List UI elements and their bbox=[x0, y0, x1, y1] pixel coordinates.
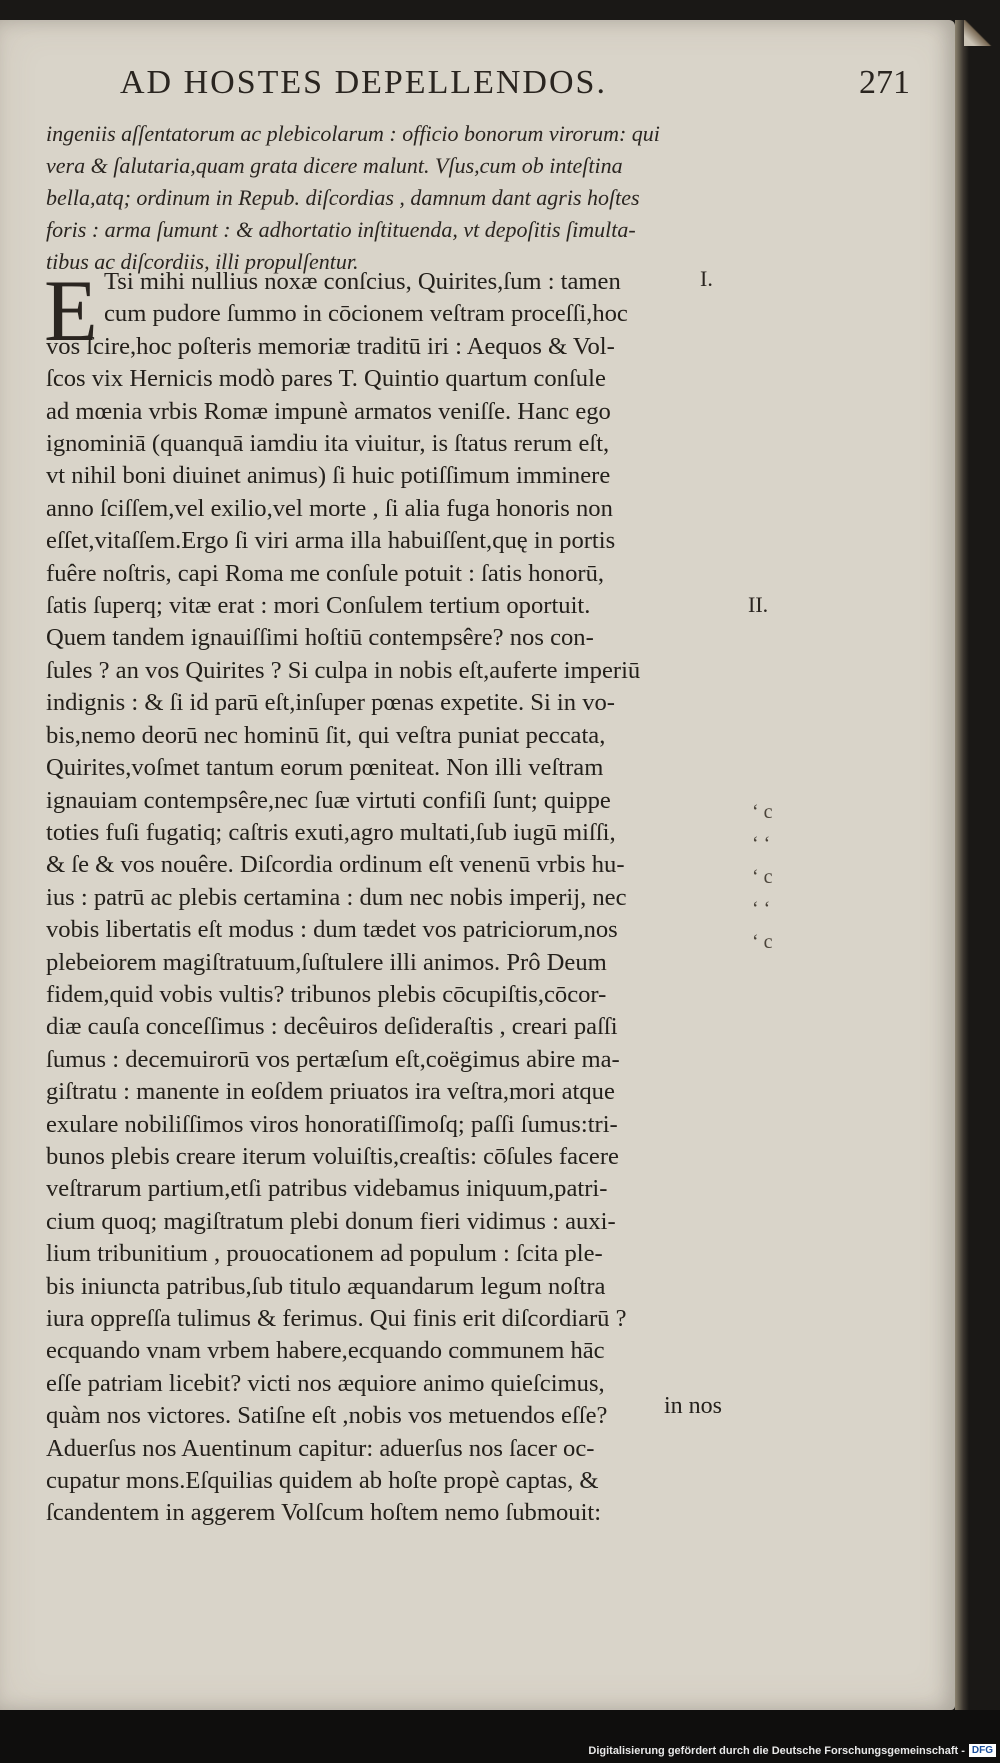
margin-note-2: II. bbox=[748, 592, 769, 617]
body-line: indignis : & ſi id parū eſt,inſuper pœnas expetite. Si in vo- bbox=[46, 689, 615, 717]
body-line: ecquando vnam vrbem habere,ecquando communem hāc bbox=[46, 1337, 605, 1365]
body-line: cium quoq; magiſtratum plebi donum fieri vidimus : auxi- bbox=[46, 1207, 616, 1235]
quote-marks bbox=[752, 796, 792, 958]
body-line: bunos plebis creare iterum voluiſtis,creaſtis: cōſules facere bbox=[46, 1142, 619, 1170]
body-line: eſſe patriam licebit? victi nos æquiore animo quieſcimus, bbox=[46, 1369, 605, 1397]
body-line: ſules ? an vos Quirites ? Si culpa in nobis eſt,auferte imperiū bbox=[46, 656, 641, 684]
body-line: exulare nobiliſſimos viros honoratiſſimoſq; paſſi ſumus:tri- bbox=[46, 1110, 618, 1138]
body-line: cum pudore ſummo in cōcionem veſtram proceſſi,hoc bbox=[104, 300, 628, 328]
body-line: vos ſcire,hoc poſteris memoriæ traditū iri : Aequos & Vol- bbox=[46, 332, 615, 360]
body-line: diæ cauſa conceſſimus : decêuiros deſideraſtis , creari paſſi bbox=[46, 1013, 618, 1041]
body-line: bis iniuncta patribus,ſub titulo æquandarum legum noſtra bbox=[46, 1272, 606, 1300]
body-line: ſcandentem in aggerem Volſcum hoſtem nemo ſubmouit: bbox=[46, 1499, 602, 1527]
summary-line: bella,atq; ordinum in Repub. diſcordias , damnum dant agris hoſtes bbox=[46, 185, 640, 210]
body-line: cupatur mons.Eſquilias quidem ab hoſte propè captas, & bbox=[46, 1467, 599, 1495]
quote-mark: ‘ c bbox=[752, 930, 773, 953]
body-line: bis,nemo deorū nec hominū ſit, qui veſtra puniat peccata, bbox=[46, 721, 606, 749]
body-line: veſtrarum partium,etſi patribus videbamus iniquum,patri- bbox=[46, 1175, 608, 1203]
running-head bbox=[120, 64, 910, 124]
summary-line: ingeniis aſſentatorum ac plebicolarum : officio bonorum virorum: qui bbox=[46, 121, 660, 146]
body-line: giſtratu : manente in eoſdem priuatos ira veſtra,mori atque bbox=[46, 1078, 615, 1106]
body-line: ius : patrū ac plebis certamina : dum nec nobis imperij, nec bbox=[46, 883, 627, 911]
body-line: lium tribunitium , prouocationem ad populum : ſcita ple- bbox=[46, 1240, 603, 1268]
drop-cap: E bbox=[44, 263, 98, 360]
body-line: ad mœnia vrbis Romæ impunè armatos veniſſe. Hanc ego bbox=[46, 397, 611, 425]
body-line: toties fuſi fugatiq; caſtris exuti,agro multati,ſub iugū miſſi, bbox=[46, 818, 616, 846]
summary-line: tibus ac diſcordiis, illi propulſentur. bbox=[46, 249, 359, 274]
dfg-logo-icon: DFG bbox=[969, 1744, 996, 1757]
dog-ear-corner bbox=[964, 20, 992, 46]
quote-mark: ‘ ‘ bbox=[752, 833, 771, 856]
catchword: in nos bbox=[664, 1393, 723, 1419]
body-line: quàm nos victores. Satiſne eſt ,nobis vos metuendos eſſe? bbox=[46, 1402, 608, 1430]
body-line: eſſet,vitaſſem.Ergo ſi viri arma illa habuiſſent,quę in portis bbox=[46, 527, 616, 555]
body-line: ſumus : decemuirorū vos pertæſum eſt,coëgimus abire ma- bbox=[46, 1045, 620, 1073]
book-page bbox=[0, 20, 955, 1710]
summary-line: vera & ſalutaria,quam grata dicere malunt. Vſus,cum ob inteſtina bbox=[46, 153, 623, 178]
body-line: Quirites,voſmet tantum eorum pœniteat. Non illi veſtram bbox=[46, 754, 604, 782]
body-line: plebeiorem magiſtratuum,ſuſtulere illi animos. Prô Deum bbox=[46, 948, 607, 976]
quote-mark: ‘ ‘ bbox=[752, 898, 771, 921]
body-line: ſatis ſuperq; vitæ erat : mori Conſulem tertium oportuit. bbox=[46, 592, 591, 620]
body-line: ignominiā (quanquā iamdiu ita viuitur, is ſtatus rerum eſt, bbox=[46, 430, 610, 458]
body-line: ignauiam contempsêre,nec ſuæ virtuti confiſi ſunt; quippe bbox=[46, 786, 611, 814]
body-line: & ſe & vos nouêre. Diſcordia ordinum eſt venenū vrbis hu- bbox=[46, 851, 625, 879]
quote-mark: ‘ c bbox=[752, 801, 773, 823]
body-line: fuêre noſtris, capi Roma me conſule potuit : ſatis honorū, bbox=[46, 559, 605, 587]
body-line: ſcos vix Hernicis modò pares T. Quintio quartum conſule bbox=[46, 365, 606, 393]
body-text bbox=[44, 263, 746, 1530]
body-line: vobis libertatis eſt modus : dum tædet vos patriciorum,nos bbox=[46, 916, 618, 944]
body-line: fidem,quid vobis vultis? tribunos plebis cōcupiſtis,cōcor- bbox=[46, 980, 607, 1008]
quote-mark: ‘ c bbox=[752, 865, 773, 888]
page-edge bbox=[955, 20, 969, 1710]
scan-footer-strip bbox=[0, 1710, 1000, 1763]
page-number: 271 bbox=[859, 64, 910, 101]
running-head-title: AD HOSTES DEPELLENDOS. bbox=[120, 64, 607, 101]
body-line: anno ſciſſem,vel exilio,vel morte , ſi alia fuga honoris non bbox=[46, 494, 613, 522]
body-line: Tsi mihi nullius noxæ conſcius, Quirites,ſum : tamen bbox=[104, 268, 621, 295]
body-line: Aduerſus nos Auentinum capitur: aduerſus nos ſacer oc- bbox=[46, 1434, 595, 1462]
summary-text bbox=[46, 118, 726, 278]
footer-text: Digitalisierung gefördert durch die Deutsche Forschungsgemeinschaft - bbox=[588, 1744, 965, 1757]
body-line: Quem tandem ignauiſſimi hoſtiū contempsêre? nos con- bbox=[46, 624, 594, 652]
body-line: iura oppreſſa tulimus & ferimus. Qui finis erit diſcordiarū ? bbox=[46, 1305, 627, 1332]
body-line: vt nihil boni diuinet animus) ſi huic potiſſimum imminere bbox=[46, 462, 611, 490]
margin-note-1: I. bbox=[700, 266, 713, 291]
digitization-footer bbox=[588, 1744, 996, 1757]
summary-line: foris : arma ſumunt : & adhortatio inſtituenda, vt depoſitis ſimulta- bbox=[46, 217, 636, 242]
